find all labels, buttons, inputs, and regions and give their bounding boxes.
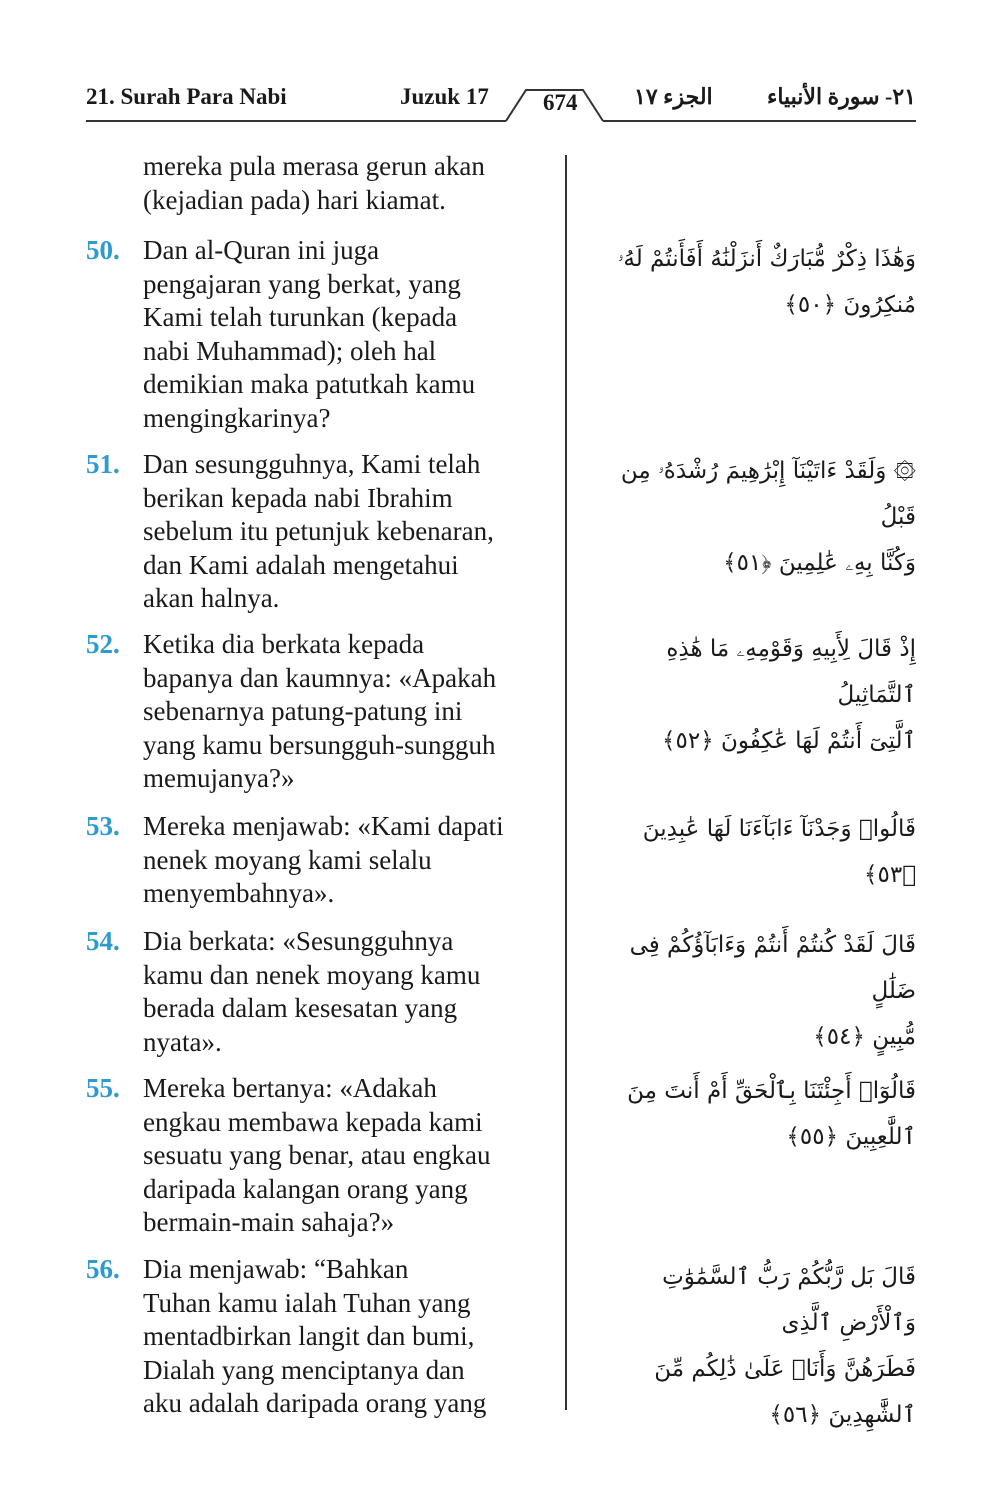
continuation-text (143, 150, 553, 217)
column-divider (565, 155, 567, 1410)
verse-53-arabic: قَالُوا۟ وَجَدْنَآ ءَابَآءَنَا لَهَا عَٰبِدِينَ ﴿٥٣﴾ (642, 816, 916, 888)
verse-number: 55. (86, 1073, 120, 1103)
verse-52-arabic: إِذْ قَالَ لِأَبِيهِ وَقَوْمِهِۦ مَا هَٰذِهِ ٱلتَّمَاثِيلُ ٱلَّتِىٓ أَنتُمْ لَهَا عَٰكِفُونَ ﴿٥٢﴾ (661, 636, 916, 754)
verse-translation: Dan al-Quran ini juga pengajaran yang berkat, yang Kami telah turunkan (kepada nabi Muhammad); oleh hal demikian maka patutkah kamu mengingkarinya? (143, 235, 476, 433)
surah-name-arabic: ٢١- سورة الأنبياء (766, 84, 916, 109)
verse-number: 54. (86, 926, 120, 956)
juz-label-latin: Juzuk 17 (400, 84, 489, 109)
verse-number: 56. (86, 1254, 120, 1284)
verse-number: 50. (86, 235, 120, 265)
verse-number: 53. (86, 811, 120, 841)
verse-55-arabic: قَالُوٓا۟ أَجِئْتَنَا بِٱلْحَقِّ أَمْ أَنتَ مِنَ ٱللَّٰعِبِينَ ﴿٥٥﴾ (627, 1078, 916, 1150)
verse-translation: Mereka menjawab: «Kami dapati nenek moyang kami selalu menyembahnya». (143, 811, 504, 908)
page-number: 674 (543, 90, 578, 115)
page-header (86, 84, 916, 124)
surah-name-latin: 21. Surah Para Nabi (86, 84, 287, 109)
verse-number: 52. (86, 629, 120, 659)
juz-label-arabic: الجزء ١٧ (634, 84, 713, 109)
verse-51-arabic: ۞ وَلَقَدْ ءَاتَيْنَآ إِبْرَٰهِيمَ رُشْدَهُۥ مِن قَبْلُ وَكُنَّا بِهِۦ عَٰلِمِينَ ﴿٥١﴾ (620, 458, 916, 576)
verse-translation: Dia berkata: «Sesungguhnya kamu dan nenek moyang kamu berada dalam kesesatan yang nyata». (143, 926, 481, 1057)
verse-50-arabic: وَهَٰذَا ذِكْرٌ مُّبَارَكٌ أَنزَلْنَٰهُ أَفَأَنتُمْ لَهُۥ مُنكِرُونَ ﴿٥٠﴾ (617, 246, 916, 318)
continuation-text-body: mereka pula merasa gerun akan (kejadian pada) hari kiamat. (143, 151, 485, 215)
verse-translation: Ketika dia berkata kepada bapanya dan kaumnya: «Apakah sebenarnya patung-patung ini yang kamu bersungguh-sungguh memujanya?» (143, 629, 497, 793)
verse-56-arabic: قَالَ بَل رَّبُّكُمْ رَبُّ ٱلسَّمَٰوَٰتِ وَٱلْأَرْضِ ٱلَّذِى فَطَرَهُنَّ وَأَنَا۠ عَلَىٰ ذَٰلِكُم مِّنَ ٱلشَّٰهِدِينَ ﴿٥٦﴾ (654, 1264, 916, 1428)
verse-number: 51. (86, 449, 120, 479)
verse-54-arabic: قَالَ لَقَدْ كُنتُمْ أَنتُمْ وَءَابَآؤُكُمْ فِى ضَلَٰلٍ مُّبِينٍ ﴿٥٤﴾ (629, 932, 916, 1050)
verse-translation: Mereka bertanya: «Adakah engkau membawa kepada kami sesuatu yang benar, atau engkau daripada kalangan orang yang bermain-main sahaja?» (143, 1073, 491, 1237)
verse-translation: Dan sesungguhnya, Kami telah berikan kepada nabi Ibrahim sebelum itu petunjuk kebenaran, dan Kami adalah mengetahui akan halnya. (143, 449, 494, 613)
verse-translation: Dia menjawab: “Bahkan Tuhan kamu ialah Tuhan yang mentadbirkan langit dan bumi, Dialah yang menciptanya dan aku adalah daripada orang yang (143, 1254, 487, 1418)
